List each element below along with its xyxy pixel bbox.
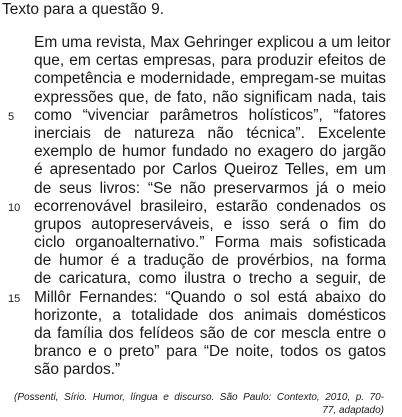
- source-citation: [14, 392, 384, 417]
- line-number: 10: [8, 199, 24, 217]
- passage-line: [0, 180, 402, 198]
- line-text: grupos autopreserváveis, e isso será o fim do: [34, 216, 386, 234]
- line-text: ciclo organoalternativo.” Forma mais sofisticada: [34, 234, 386, 252]
- source-citation-line: (Possenti, Sírio. Humor, língua e discurso. São Paulo: Contexto, 2010, p. 70-: [14, 392, 384, 405]
- passage-line: [0, 107, 402, 125]
- passage-line: [0, 216, 402, 234]
- line-number: 15: [8, 290, 24, 308]
- passage-line: [0, 125, 402, 143]
- passage-line: [0, 52, 402, 70]
- source-citation-line: 77, adaptado): [14, 405, 384, 417]
- passage-line: [0, 143, 402, 161]
- line-text: exemplo de humor fundado no exagero do jargão: [34, 143, 386, 161]
- line-text: inerciais de natureza não técnica”. Excelente: [34, 125, 386, 143]
- passage-line: [0, 89, 402, 107]
- page-heading: Texto para a questão 9.: [2, 0, 164, 20]
- line-text: é apresentado por Carlos Queiroz Telles, em um: [34, 161, 386, 179]
- line-text: ecorrenovável brasileiro, estarão condenados os: [34, 198, 386, 216]
- passage-line: [0, 161, 402, 179]
- line-text: Em uma revista, Max Gehringer explicou a um leitor: [34, 34, 386, 52]
- passage-line: [0, 270, 402, 288]
- line-text: branco e o preto” para “De noite, todos os gatos: [34, 343, 386, 361]
- line-text: que, em certas empresas, para produzir efeitos de: [34, 52, 386, 70]
- line-text: são pardos.”: [34, 361, 386, 379]
- line-text: horizonte, a totalidade dos animais domésticos: [34, 307, 386, 325]
- line-text: de caricatura, como ilustra o trecho a seguir, de: [34, 270, 386, 288]
- line-text: da família dos felídeos são de cor mescla entre o: [34, 325, 386, 343]
- passage-line: [0, 234, 402, 252]
- line-text: como “vivenciar parâmetros holísticos”, “fatores: [34, 107, 386, 125]
- line-text: expressões que, de fato, não significam nada, tais: [34, 89, 386, 107]
- passage-text: [0, 34, 402, 380]
- passage-line: [0, 289, 402, 307]
- line-text: de humor é a tradução de provérbios, na forma: [34, 252, 386, 270]
- line-text: Millôr Fernandes: “Quando o sol está abaixo do: [34, 289, 386, 307]
- passage-line: [0, 198, 402, 216]
- line-number: 5: [8, 108, 24, 126]
- passage-line: [0, 70, 402, 88]
- passage-line: [0, 252, 402, 270]
- passage-line: [0, 343, 402, 361]
- passage-line: [0, 34, 402, 52]
- passage-line: [0, 361, 402, 379]
- passage-line: [0, 325, 402, 343]
- passage-line: [0, 307, 402, 325]
- line-text: de seus livros: “Se não preservarmos já o meio: [34, 180, 386, 198]
- line-text: competência e modernidade, empregam-se muitas: [34, 70, 386, 88]
